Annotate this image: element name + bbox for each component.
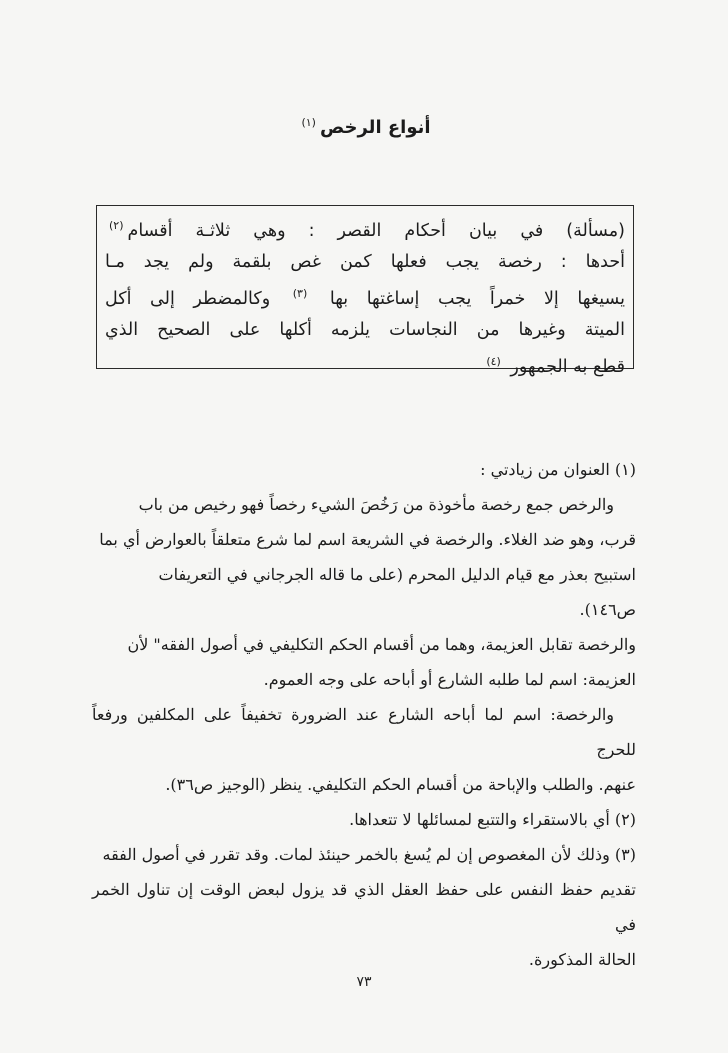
footnote-line: (١) العنوان من زيادتي : <box>480 460 636 479</box>
footnote-line: (٢) أي بالاستقراء والتتبع لمسائلها لا تتعداها. <box>349 810 636 829</box>
box-line-3 <box>105 278 625 315</box>
box-line-4: الميتة وغيرها من النجاسات يلزمه أكلها على الصحيح الذي <box>105 319 625 340</box>
box-line-3-text: يسيغها إلا خمراً يجب إساغتها بها <box>329 288 625 309</box>
footnote-line: عنهم. والطلب والإباحة من أقسام الحكم التكليفي. ينظر (الوجيز ص٣٦). <box>165 775 636 794</box>
footnote-line: العزيمة: اسم لما طلبه الشارع أو أباحه على وجه العموم. <box>263 670 636 689</box>
box-line-1 <box>105 210 625 247</box>
box-line-1-text: (مسألة) في بيان أحكام القصر : وهي ثلاثـة أقسام <box>127 220 625 241</box>
footnote-line: ص١٤٦). <box>579 600 636 619</box>
issue-box <box>96 205 634 377</box>
footnote-line: والرخص جمع رخصة مأخوذة من رَخُصَ الشيء رخصاً فهو رخيص من باب <box>138 495 614 514</box>
footnote-line: (٣) وذلك لأن المغصوص إن لم يُسغ بالخمر حينئذ لمات. وقد تقرر في أصول الفقه <box>102 845 636 864</box>
footnote-line: استبيح بعذر مع قيام الدليل المحرم (على ما قاله الجرجاني في التعريفات <box>158 565 636 584</box>
footnote-line: والرخصة تقابل العزيمة، وهما من أقسام الحكم التكليفي في أصول الفقه" لأن <box>127 635 636 654</box>
footnote-ref-1: (١) <box>301 116 316 129</box>
footnote-ref-2: (٢) <box>109 219 124 232</box>
footnote-ref-3: (٣) <box>292 286 308 300</box>
footnote-line: قرب، وهو ضد الغلاء. والرخصة في الشريعة اسم لما شرع متعلقاً بالعوارض أي بما <box>99 530 636 549</box>
page-number: ٧٣ <box>356 974 372 990</box>
box-line-3-tail: وكالمضطر إلى أكل <box>105 288 271 309</box>
footnote-line: والرخصة: اسم لما أباحه الشارع عند الضرورة تخفيفاً على المكلفين ورفعاً للحرج <box>92 705 636 759</box>
footnote-ref-4: (٤) <box>486 354 501 368</box>
footnote-line: الحالة المذكورة. <box>528 950 636 969</box>
box-line-5 <box>105 346 625 383</box>
footnotes <box>92 452 636 977</box>
box-line-2: أحدها : رخصة يجب فعلها كمن غص بلقمة ولم يجد مـا <box>105 251 625 272</box>
section-title-text: أنواع الرخص <box>319 117 431 138</box>
box-line-5-text: قطع به الجمهور <box>510 356 625 377</box>
footnote-line: تقديم حفظ النفس على حفظ العقل الذي قد يزول لبعض الوقت إن تناول الخمر في <box>92 880 636 934</box>
section-title <box>0 116 728 138</box>
